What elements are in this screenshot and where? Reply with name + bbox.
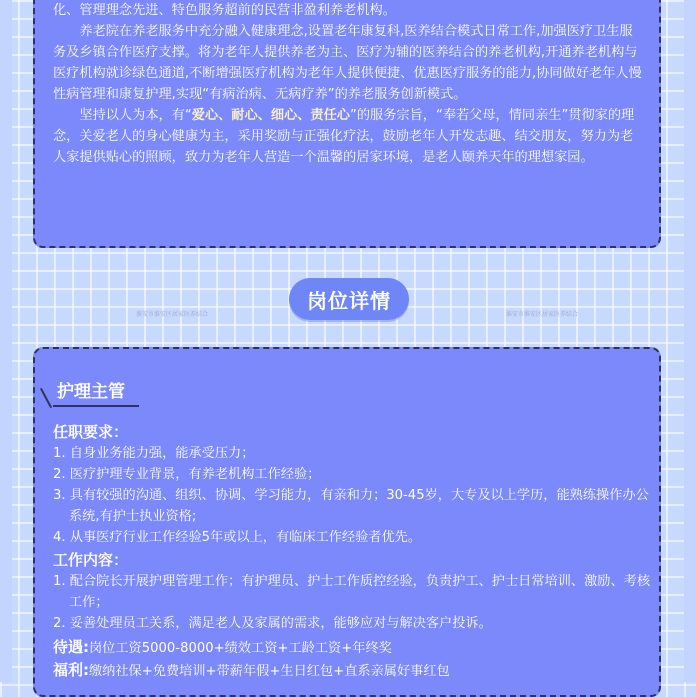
benefit-label: 福利: bbox=[53, 661, 89, 679]
about-para3-start: 坚持以人为本，有“ bbox=[79, 108, 192, 123]
list-item: 4. 从事医疗行业工作经验5年或以上，有临床工作经验者优先。 bbox=[53, 530, 422, 545]
about-paragraph-3 bbox=[53, 105, 645, 168]
list-item: 2. 妥善处理员工关系，满足老人及家属的需求，能够应对与解决客户投诉。 bbox=[53, 616, 492, 631]
pay-value: 岗位工资5000-8000+绩效工资+工龄工资+年终奖 bbox=[89, 641, 392, 656]
job-title: 护理主管 bbox=[57, 382, 125, 402]
watermark-right: 淮安市淮安区居家医养结合 bbox=[506, 311, 579, 318]
list-item: 1. 自身业务能力强，能承受压力； bbox=[53, 446, 255, 461]
watermark-left: 淮安市淮安区居家医养结合 bbox=[136, 311, 209, 318]
section-title-pill: 岗位详情 bbox=[289, 278, 409, 320]
about-service-motto: 爱心、耐心、细心、责任心 bbox=[191, 108, 350, 123]
benefit-row bbox=[53, 659, 450, 680]
work-content-list bbox=[53, 571, 653, 634]
title-decoration bbox=[40, 388, 52, 408]
list-item: 2. 医疗护理专业背景，有养老机构工作经验； bbox=[53, 467, 321, 482]
about-paragraph-2: 养老院在养老服务中充分融入健康理念,设置老年康复科,医养结合模式日常工作,加强医疗卫生服务及乡镇合作医疗支撑。将为老年人提供养老为主、医疗为辅的医养结合的养老机构,开通养老机构与医疗机构就诊绿色通道,不断增强医疗机构为老年人提供便捷、优惠医疗服务的能力,协同做好老年人慢性病管理和康复护理,实现“有病治病、无病疗养”的养老服务创新模式。 bbox=[53, 24, 642, 102]
pay-row bbox=[53, 636, 392, 657]
about-para3-end: ”的服务宗旨，“奉若父母，情同亲生”贯彻家的理念，关爱老人的身心健康为主，采用奖励与正强化疗法，鼓励老年人开发志趣、结交朋友，努力为老人家提供贴心的照顾，致力为老年人营造一个温馨的居家环境，是老人颐养天年的理想家园。 bbox=[53, 108, 635, 165]
benefit-value: 缴纳社保+免费培训+带薪年假+生日红包+直系亲属好事红包 bbox=[89, 664, 450, 679]
pay-label: 待遇: bbox=[53, 638, 89, 656]
about-line1: 化、管理理念先进、特色服务超前的民营非盈利养老机构。 bbox=[53, 3, 396, 18]
about-text bbox=[53, 0, 645, 168]
list-item: 1. 配合院长开展护理管理工作；有护理员、护士工作质控经验，负责护工、护士日常培训、激励、考核工作； bbox=[53, 574, 651, 610]
list-item: 3. 具有较强的沟通、组织、协调、学习能力，有亲和力；30-45岁，大专及以上学历，能熟练操作办公系统,有护士执业资格; bbox=[53, 488, 649, 524]
requirements-heading: 任职要求： bbox=[53, 423, 129, 441]
page-frame-right bbox=[684, 0, 696, 682]
title-underline bbox=[53, 405, 139, 407]
work-content-heading: 工作内容： bbox=[53, 551, 129, 569]
job-card bbox=[33, 347, 661, 697]
page-frame-left bbox=[0, 0, 12, 682]
requirements-list bbox=[53, 443, 653, 548]
about-card bbox=[33, 0, 661, 248]
